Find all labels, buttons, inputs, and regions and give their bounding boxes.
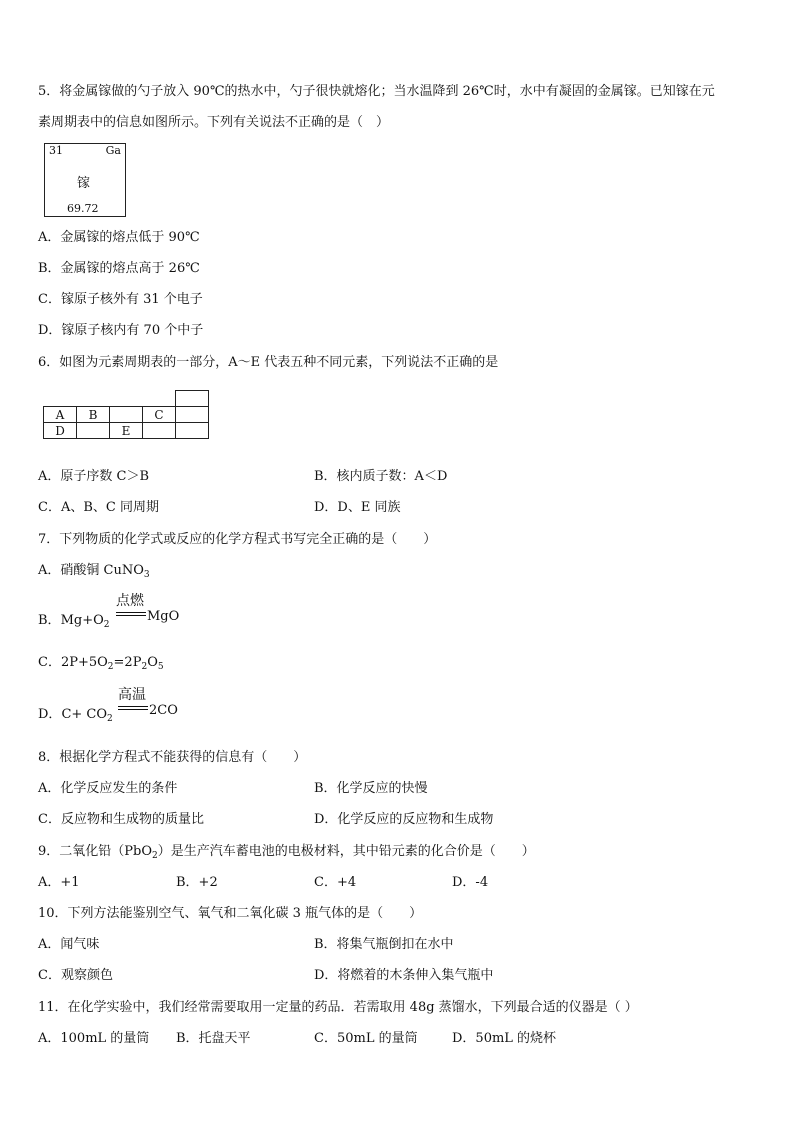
- q6-option-c: C．A、B、C 同周期: [38, 500, 159, 515]
- q10-option-a: A．闻气味: [38, 937, 100, 952]
- q8-option-c: C．反应物和生成物的质量比: [38, 812, 204, 827]
- q7-c-o: O: [147, 655, 158, 670]
- q11-option-c: C．50mL 的量筒: [314, 1031, 418, 1046]
- q9-option-a: A．+1: [38, 875, 80, 890]
- cell-empty: [77, 423, 110, 439]
- top-cell: [176, 391, 209, 407]
- q7-b-condition: 点燃: [116, 593, 144, 609]
- q7-c-sub2: 2: [141, 662, 148, 672]
- q7-d-label: D．: [38, 707, 62, 722]
- q5-option-a: A．金属镓的熔点低于 90℃: [38, 230, 200, 245]
- q9-option-c: C．+4: [314, 875, 357, 890]
- cell-empty: [176, 423, 209, 439]
- q7-stem: 7．下列物质的化学式或反应的化学方程式书写完全正确的是（ ）: [38, 532, 437, 547]
- q10-option-c: C．观察颜色: [38, 968, 113, 983]
- q6-stem: 6．如图为元素周期表的一部分，A～E 代表五种不同元素，下列说法不正确的是: [38, 355, 499, 370]
- q9-stem-pre: 9．二氧化铅（PbO: [38, 844, 152, 859]
- q7-option-c: [38, 655, 164, 671]
- q7-c-sub1: 2: [107, 662, 114, 672]
- q11-stem: 11．在化学实验中，我们经常需要取用一定量的药品．若需取用 48g 蒸馏水，下列最合适的仪器是（ ）: [38, 1000, 638, 1015]
- q7-b-equals: [116, 612, 146, 616]
- q9-option-d: D．-4: [452, 875, 489, 890]
- q11-option-d: D．50mL 的烧杯: [452, 1031, 557, 1046]
- q6-option-d: D．D、E 同族: [314, 500, 401, 515]
- q6-option-a: A．原子序数 C＞B: [38, 469, 150, 484]
- q7-b-sub: 2: [103, 620, 110, 630]
- atomic-number: 31: [49, 144, 63, 157]
- cell-a: A: [44, 407, 77, 423]
- q7-d-left: C+ CO: [61, 707, 108, 722]
- q7-a-text: A．硝酸铜 CuNO: [38, 563, 144, 578]
- q7-b-right: MgO: [147, 609, 180, 624]
- cell-e: E: [110, 423, 143, 439]
- q7-b-label: B．: [38, 613, 61, 628]
- q5-stem-line1: 5．将金属镓做的勺子放入 90℃的热水中，勺子很快就熔化；当水温降到 26℃时，水中有凝固的金属镓。已知镓在元: [38, 84, 715, 99]
- element-name: 镓: [77, 176, 91, 191]
- q9-option-b: B．+2: [176, 875, 218, 890]
- q7-option-a: [38, 563, 150, 579]
- q7-c-sub3: 5: [157, 662, 164, 672]
- cell-empty: [176, 407, 209, 423]
- periodic-table-fragment: [43, 390, 209, 439]
- q6-option-b: B．核内质子数：A＜D: [314, 469, 448, 484]
- q11-option-b: B．托盘天平: [176, 1031, 251, 1046]
- q11-option-a: A．100mL 的量筒: [38, 1031, 150, 1046]
- cell-d: D: [44, 423, 77, 439]
- q7-option-b: [38, 609, 109, 628]
- q9-stem-sub: 2: [152, 851, 158, 861]
- q9-stem-post: ）是生产汽车蓄电池的电极材料，其中铅元素的化合价是（ ）: [157, 844, 535, 859]
- cell-c: C: [143, 407, 176, 423]
- q5-option-c: C．镓原子核外有 31 个电子: [38, 292, 203, 307]
- gallium-element-card: [44, 143, 126, 217]
- q8-option-a: A．化学反应发生的条件: [38, 781, 178, 796]
- q7-a-sub: 3: [143, 570, 150, 580]
- q7-d-right: 2CO: [149, 703, 178, 718]
- cell-empty: [143, 423, 176, 439]
- q10-option-b: B．将集气瓶倒扣在水中: [314, 937, 454, 952]
- q7-b-left: Mg+O: [60, 613, 104, 628]
- q8-stem: 8．根据化学方程式不能获得的信息有（ ）: [38, 750, 307, 765]
- q7-option-d: [38, 703, 113, 722]
- cell-empty: [110, 407, 143, 423]
- q8-option-d: D．化学反应的反应物和生成物: [314, 812, 494, 827]
- q7-d-sub: 2: [107, 714, 113, 724]
- q7-c-label: C．2P+5O: [38, 655, 108, 670]
- q9-stem: [38, 844, 535, 860]
- q7-d-condition: 高温: [118, 687, 146, 703]
- q10-option-d: D．将燃着的木条伸入集气瓶中: [314, 968, 494, 983]
- q8-option-b: B．化学反应的快慢: [314, 781, 428, 796]
- element-symbol: Ga: [105, 144, 121, 157]
- q5-stem-line2: 素周期表中的信息如图所示。下列有关说法不正确的是（ ）: [38, 115, 390, 130]
- atomic-mass: 69.72: [67, 202, 99, 215]
- q7-d-equals: [118, 706, 148, 710]
- cell-b: B: [77, 407, 110, 423]
- q10-stem: 10．下列方法能鉴别空气、氧气和二氧化碳 3 瓶气体的是（ ）: [38, 906, 423, 921]
- q7-c-mid: =2P: [113, 655, 142, 670]
- q5-option-b: B．金属镓的熔点高于 26℃: [38, 261, 200, 276]
- q5-option-d: D．镓原子核内有 70 个中子: [38, 323, 204, 338]
